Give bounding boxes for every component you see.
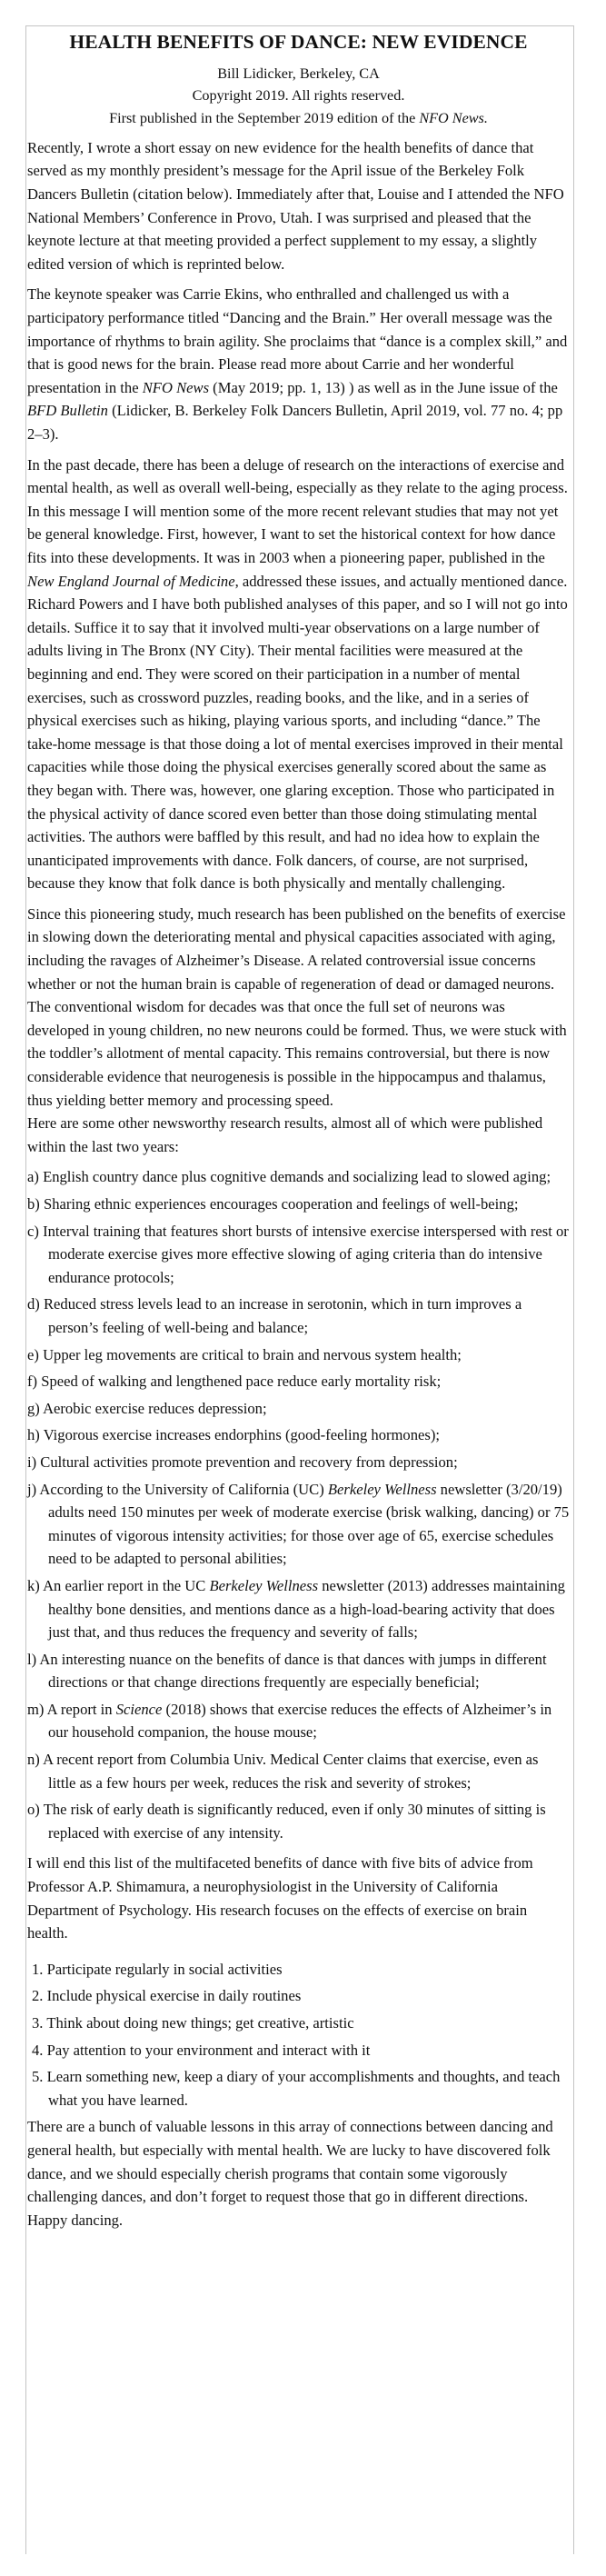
list-item-text: Sharing ethnic experiences encourages cooperation and feelings of well-being; — [43, 1195, 519, 1213]
list-item-text: Learn something new, keep a diary of your accomplishments and thoughts, and teach what you have learned. — [46, 2068, 561, 2109]
publication-name: NFO News. — [419, 109, 488, 126]
list-marker: 4. — [32, 2041, 44, 2059]
keynote-text-1: The keynote speaker was Carrie Ekins, who enthralled and challenged us with a participatory performance titled “Dancing and the Brain.” Her overall message was the importance of rhythms to brain agility. She proclaims that “dance is a complex skill,” and that is good news for the brain. Please read more about Carrie and her wonderful presentation in the — [27, 285, 568, 396]
list-marker: j) — [27, 1480, 37, 1498]
advice-intro-paragraph: I will end this list of the multifaceted benefits of dance with five bits of advice from Professor A.P. Shimamura, a neurophysiologist in the University of California Department of Psychology. His research focuses on the effects of exercise on brain health. — [27, 1854, 533, 1942]
list-item-text-post: newsletter (3/20/19) adults need 150 minutes per week of moderate exercise (brisk walking, dancing) or 75 minutes of vigorous intensity activities; for those over age of 65, exercise schedules need to be adapted to personal abilities; — [48, 1480, 570, 1568]
publication-line-text: First published in the September 2019 edition of the — [109, 109, 420, 126]
list-item-text: Speed of walking and lengthened pace reduce early mortality risk; — [41, 1373, 442, 1391]
since-paragraph: Since this pioneering study, much research has been published on the benefits of exercise in slowing down the deteriorating mental and physical capacities associated with aging, including the ravages of Alzheimer’s Disease. A related controversial issue concerns whether or not the human brain is capable of regeneration of dead or damaged neurons. The conventional wisdom for decades was that once the full set of neurons was developed in young children, no new neurons could be formed. Thus, we were stuck with the toddler’s allotment of mental capacity. This remains controversial, but there is now considerable evidence that neurogenesis is possible in the hippocampus and thalamus, thus yielding better memory and processing speed. — [27, 904, 567, 1109]
publication-line — [27, 107, 570, 129]
list-marker: m) — [27, 1700, 45, 1718]
list-marker: h) — [27, 1426, 40, 1444]
list-item-text: Aerobic exercise reduces depression; — [43, 1399, 267, 1417]
list-item — [27, 1748, 570, 1794]
list-item-text: Think about doing new things; get creative, artistic — [46, 2014, 354, 2032]
list-item — [27, 1220, 570, 1290]
list-item — [27, 1648, 570, 1694]
list-item — [27, 1193, 570, 1216]
list-item-text: The risk of early death is significantly reduced, even if only 30 minutes of sitting is replaced with exercise of any intensity. — [43, 1801, 546, 1842]
list-marker: l) — [27, 1650, 37, 1668]
list-item — [27, 1798, 570, 1844]
list-marker: a) — [27, 1168, 39, 1186]
keynote-text-3: (Lidicker, B. Berkeley Folk Dancers Bulletin, April 2019, vol. 77 no. 4; pp 2–3). — [27, 402, 563, 444]
list-item-text-post: newsletter (2013) addresses maintaining healthy bone densities, and mentions dance as a high-load-bearing activity that does just that, and thus reduces the frequency and severity of falls; — [48, 1576, 565, 1642]
list-item-text: Participate regularly in social activities — [46, 1960, 283, 1978]
list-item — [27, 1343, 570, 1367]
list-item-text: Interval training that features short bursts of intensive exercise interspersed with rest or moderate exercise gives more effective slowing of aging criteria than do intensive endurance protocols; — [43, 1222, 569, 1286]
list-marker: f) — [27, 1373, 38, 1391]
list-item-text: Vigorous exercise increases endorphins (good-feeling hormones); — [43, 1426, 440, 1444]
research-results-list — [27, 1165, 570, 1844]
list-item-text: Upper leg movements are critical to brain and nervous system health; — [43, 1345, 462, 1363]
keynote-text-2: (May 2019; pp. 1, 13) ) as well as in the June issue of the — [209, 378, 558, 396]
list-item — [27, 1958, 570, 1982]
list-marker: 5. — [32, 2068, 44, 2086]
document-page — [25, 25, 574, 2554]
list-item-text-pre: A report in — [46, 1700, 116, 1718]
decade-text-2: , addressed these issues, and actually mentioned dance. Richard Powers and I have both published analyses of this paper, and so I will not go into details. Suffice it to say that it involved multi-year observations on a large number of adults living in The Bronx (NY City). Their mental facilities were measured at the beginning and end. They were scored on their participation in a number of mental exercises, such as crossword puzzles, reading books, and the like, and in a series of physical exercises such as hiking, playing various sports, and including “dance.” The take-home message is that those doing a lot of mental exercises improved in their mental capacities while those doing the physical exercises generally scored about the same as they began with. There was, however, one glaring exception. Those who participated in the physical activity of dance scored even better than those doing stimulating mental activities. The authors were baffled by this result, and had no idea how to explain the unanticipated improvements with dance. Folk dancers, of course, are not surprised, because they know that folk dance is both physically and mentally challenging. — [27, 572, 568, 893]
list-item-text: Cultural activities promote prevention and recovery from depression; — [40, 1453, 458, 1471]
document-header — [27, 30, 570, 129]
bfd-bulletin-title: BFD Bulletin — [27, 402, 108, 420]
closing-paragraph: There are a bunch of valuable lessons in this array of connections between dancing and general health, but especially with mental health. We are lucky to have discovered folk dance, and we should especially cherish programs that contain some vigorously challenging dances, and don’t forget to request those that go in different directions. Happy dancing. — [27, 2118, 553, 2229]
list-item — [27, 1984, 570, 2008]
intro-paragraph: Recently, I wrote a short essay on new evidence for the health benefits of dance that served as my monthly president’s message for the April issue of the Berkeley Folk Dancers Bulletin (citation below). Immediately after that, Louise and I attended the NFO National Members’ Conference in Provo, Utah. I was surprised and pleased that the keynote lecture at that meeting provided a perfect supplement to my essay, a slightly edited version of which is reprinted below. — [27, 138, 564, 273]
list-item — [27, 1451, 570, 1474]
list-item-text: Pay attention to your environment and interact with it — [46, 2041, 371, 2059]
nejm-title: New England Journal of Medicine — [27, 572, 235, 590]
science-journal-title: Science — [115, 1700, 163, 1718]
list-item-text-pre: According to the University of California (UC) — [39, 1480, 328, 1498]
list-item — [27, 1370, 570, 1393]
decade-text-1: In the past decade, there has been a deluge of research on the interactions of exercise and mental health, as well as overall well-being, especially as they relate to the aging process. In this message I will mention some of the more recent relevant studies that may not yet be general knowledge. First, however, I want to set the historical context for how dance fits into these developments. It was in 2003 when a pioneering paper, published in the — [27, 455, 568, 566]
list-marker: 3. — [32, 2014, 44, 2032]
list-item — [27, 2065, 570, 2112]
list-marker: 2. — [32, 1987, 44, 2005]
keynote-paragraph — [27, 283, 570, 445]
list-marker: c) — [27, 1222, 39, 1240]
list-item — [27, 1478, 570, 1571]
berkeley-wellness-title: Berkeley Wellness — [209, 1576, 319, 1594]
list-item — [27, 1574, 570, 1644]
list-marker: g) — [27, 1399, 40, 1417]
list-item-text: Include physical exercise in daily routines — [46, 1987, 302, 2005]
list-item — [27, 2012, 570, 2035]
berkeley-wellness-title: Berkeley Wellness — [327, 1480, 437, 1498]
list-item-text-pre: An earlier report in the UC — [43, 1576, 210, 1594]
research-intro-paragraph: Here are some other newsworthy research results, almost all of which were published within the last two years: — [27, 1114, 543, 1155]
author-line: Bill Lidicker, Berkeley, CA — [217, 65, 380, 82]
list-item — [27, 1423, 570, 1447]
list-marker: n) — [27, 1751, 40, 1769]
list-item — [27, 1165, 570, 1189]
advice-list — [27, 1958, 570, 2112]
list-item — [27, 1293, 570, 1339]
list-marker: d) — [27, 1295, 40, 1313]
list-item — [27, 1698, 570, 1744]
decade-paragraph — [27, 454, 570, 895]
page-title: HEALTH BENEFITS OF DANCE: NEW EVIDENCE — [69, 31, 528, 53]
list-item — [27, 2039, 570, 2062]
list-marker: e) — [27, 1345, 39, 1363]
copyright-line: Copyright 2019. All rights reserved. — [192, 87, 405, 105]
list-marker: o) — [27, 1801, 40, 1819]
list-marker: k) — [27, 1576, 40, 1594]
list-item-text: A recent report from Columbia Univ. Medical Center claims that exercise, even as little as a few hours per week, reduces the risk and severity of strokes; — [43, 1751, 539, 1792]
list-item-text: An interesting nuance on the benefits of dance is that dances with jumps in different directions or that change directions frequently are especially beneficial; — [39, 1650, 547, 1692]
list-item-text: English country dance plus cognitive demands and socializing lead to slowed aging; — [43, 1168, 551, 1186]
nfo-news-title: NFO News — [142, 378, 210, 396]
list-item-text: Reduced stress levels lead to an increase in serotonin, which in turn improves a person’s feeling of well-being and balance; — [43, 1295, 522, 1336]
list-item-text-post: (2018) shows that exercise reduces the effects of Alzheimer’s in our household companion, the house mouse; — [48, 1700, 552, 1742]
list-item — [27, 1397, 570, 1421]
list-marker: 1. — [32, 1960, 44, 1978]
list-marker: i) — [27, 1453, 37, 1471]
list-marker: b) — [27, 1195, 40, 1213]
